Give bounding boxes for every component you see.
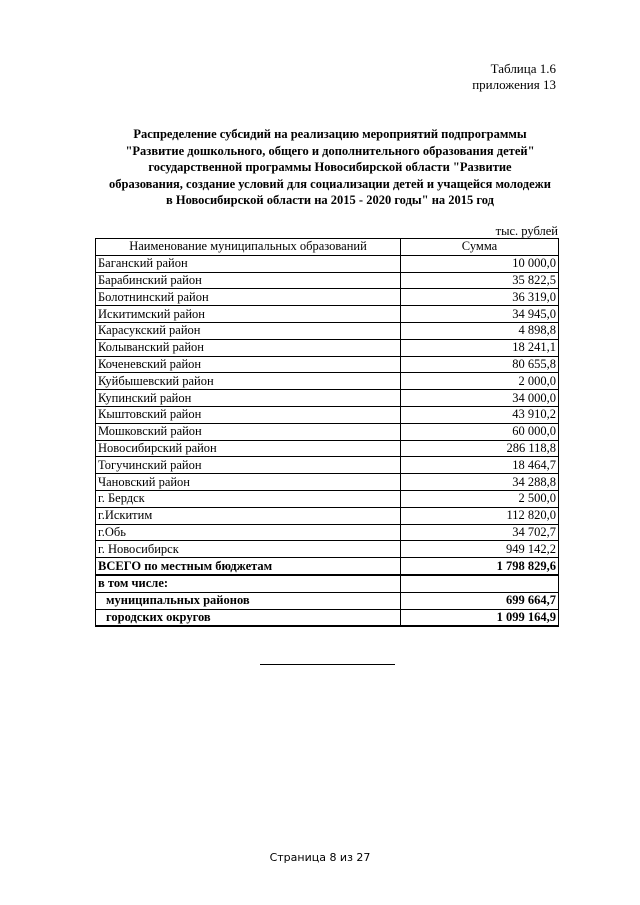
row-sum: 112 820,0 <box>401 507 559 524</box>
subsidy-table <box>95 238 559 627</box>
header-name: Наименование муниципальных образований <box>96 239 401 256</box>
row-name: г. Бердск <box>96 490 401 507</box>
row-sum: 34 000,0 <box>401 390 559 407</box>
table-row <box>96 474 559 491</box>
row-sum: 18 464,7 <box>401 457 559 474</box>
including-empty <box>401 575 559 592</box>
row-sum: 34 702,7 <box>401 524 559 541</box>
total-row <box>96 558 559 575</box>
row-name: Кыштовский район <box>96 406 401 423</box>
title-line: "Развитие дошкольного, общего и дополнительного образования детей" <box>125 143 535 158</box>
table-header-row <box>96 239 559 256</box>
table-row <box>96 373 559 390</box>
title-line: в Новосибирской области на 2015 - 2020 годы" на 2015 год <box>165 193 495 207</box>
subtotal-sum: 1 099 164,9 <box>401 609 559 626</box>
table-row <box>96 507 559 524</box>
row-sum: 949 142,2 <box>401 541 559 558</box>
row-name: Куйбышевский район <box>96 373 401 390</box>
subtotal-label: муниципальных районов <box>96 592 401 609</box>
title-line: Распределение субсидий на реализацию мероприятий подпрограммы <box>133 127 527 141</box>
row-name: г. Новосибирск <box>96 541 401 558</box>
row-sum: 34 288,8 <box>401 474 559 491</box>
row-name: Карасукский район <box>96 322 401 339</box>
row-sum: 2 500,0 <box>401 490 559 507</box>
table-row <box>96 457 559 474</box>
table-row <box>96 322 559 339</box>
row-sum: 286 118,8 <box>401 440 559 457</box>
table-row <box>96 423 559 440</box>
table-row <box>96 339 559 356</box>
row-name: Чановский район <box>96 474 401 491</box>
row-name: Искитимский район <box>96 306 401 323</box>
row-sum: 34 945,0 <box>401 306 559 323</box>
title-line: образования, создание условий для социализации детей и учащейся молодежи <box>109 176 551 191</box>
row-sum: 36 319,0 <box>401 289 559 306</box>
document-title <box>95 126 565 209</box>
header-sum: Сумма <box>401 239 559 256</box>
row-sum: 18 241,1 <box>401 339 559 356</box>
row-sum: 10 000,0 <box>401 255 559 272</box>
row-name: Барабинский район <box>96 272 401 289</box>
row-sum: 80 655,8 <box>401 356 559 373</box>
table-row <box>96 541 559 558</box>
subtotal-label: городских округов <box>96 609 401 626</box>
title-line: государственной программы Новосибирской области "Развитие <box>148 160 512 174</box>
separator-line <box>260 664 395 665</box>
page-footer: Страница 8 из 27 <box>269 851 371 864</box>
table-row <box>96 490 559 507</box>
row-name: Мошковский район <box>96 423 401 440</box>
subtotal-row <box>96 609 559 626</box>
row-sum: 60 000,0 <box>401 423 559 440</box>
total-sum: 1 798 829,6 <box>401 558 559 575</box>
caption-line-1: Таблица 1.6 <box>490 61 556 76</box>
row-sum: 2 000,0 <box>401 373 559 390</box>
table-row <box>96 272 559 289</box>
table-row <box>96 306 559 323</box>
row-name: г.Обь <box>96 524 401 541</box>
subtotal-sum: 699 664,7 <box>401 592 559 609</box>
units-label: тыс. рублей <box>495 224 558 238</box>
row-name: Баганский район <box>96 255 401 272</box>
table-row <box>96 390 559 407</box>
subtotal-row <box>96 592 559 609</box>
total-label: ВСЕГО по местным бюджетам <box>96 558 401 575</box>
row-name: Колыванский район <box>96 339 401 356</box>
row-sum: 43 910,2 <box>401 406 559 423</box>
row-name: Новосибирский район <box>96 440 401 457</box>
caption-line-2: приложения 13 <box>472 77 556 92</box>
table-row <box>96 255 559 272</box>
table-row <box>96 356 559 373</box>
row-name: г.Искитим <box>96 507 401 524</box>
row-sum: 35 822,5 <box>401 272 559 289</box>
table-row <box>96 440 559 457</box>
including-label: в том числе: <box>96 575 401 592</box>
row-name: Болотнинский район <box>96 289 401 306</box>
table-row <box>96 406 559 423</box>
row-name: Купинский район <box>96 390 401 407</box>
table-row <box>96 524 559 541</box>
row-sum: 4 898,8 <box>401 322 559 339</box>
table-caption <box>472 61 556 93</box>
row-name: Коченевский район <box>96 356 401 373</box>
including-row <box>96 575 559 592</box>
row-name: Тогучинский район <box>96 457 401 474</box>
table-row <box>96 289 559 306</box>
